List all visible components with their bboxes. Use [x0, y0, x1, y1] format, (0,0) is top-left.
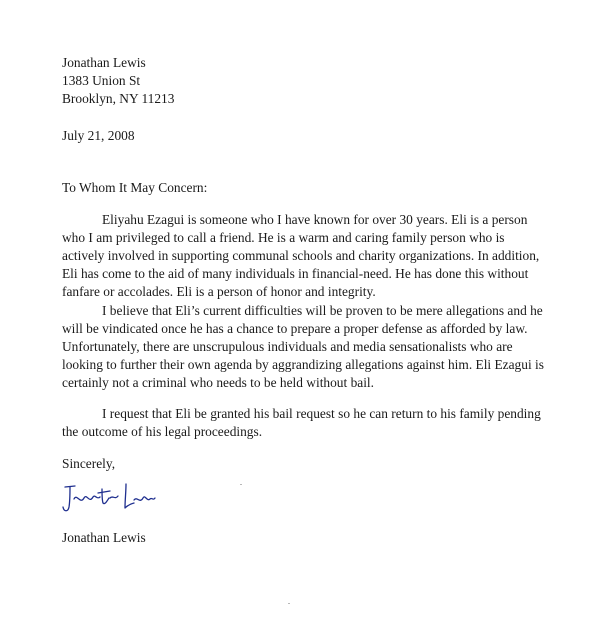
handwritten-signature: [60, 478, 156, 518]
paragraph-line: actively involved in supporting communal schools and charity organizations. In addition,: [62, 248, 540, 263]
paragraph-2: [62, 302, 544, 392]
closing: Sincerely,: [62, 456, 116, 471]
paragraph-line: will be vindicated once he has a chance to prepare a proper defense as afforded by law.: [62, 321, 528, 336]
signature-name: Jonathan Lewis: [62, 530, 146, 545]
scan-speck: [288, 603, 290, 604]
sender-address: [62, 54, 174, 108]
paragraph-line: who I am privileged to call a friend. He is a warm and caring family person who is: [62, 230, 505, 245]
paragraph-3: [62, 405, 541, 441]
sender-street: 1383 Union St: [62, 73, 141, 88]
paragraph-1: [62, 211, 539, 301]
salutation: To Whom It May Concern:: [62, 180, 208, 195]
signature-ink: [63, 484, 155, 511]
paragraph-line: Unfortunately, there are unscrupulous individuals and media sensationalists who are: [62, 339, 513, 354]
sender-city-line: Brooklyn, NY 11213: [62, 91, 175, 106]
scan-speck: [240, 484, 242, 485]
paragraph-line: the outcome of his legal proceedings.: [62, 424, 263, 439]
letter-date: July 21, 2008: [62, 128, 135, 143]
paragraph-line: Eli has come to the aid of many individuals in financial-need. He has done this without: [62, 266, 529, 281]
paragraph-line: I request that Eli be granted his bail request so he can return to his family pending: [102, 406, 541, 421]
sender-name: Jonathan Lewis: [62, 55, 146, 70]
paragraph-line: certainly not a criminal who needs to be held without bail.: [62, 375, 374, 390]
paragraph-line: Eliyahu Ezagui is someone who I have known for over 30 years. Eli is a person: [102, 212, 528, 227]
paragraph-line: fanfare or accolades. Eli is a person of honor and integrity.: [62, 284, 376, 299]
paragraph-line: looking to further their own agenda by aggrandizing allegations against him. Eli Ezagui is: [62, 357, 544, 372]
paragraph-line: I believe that Eli’s current difficulties will be proven to be mere allegations and he: [102, 303, 543, 318]
